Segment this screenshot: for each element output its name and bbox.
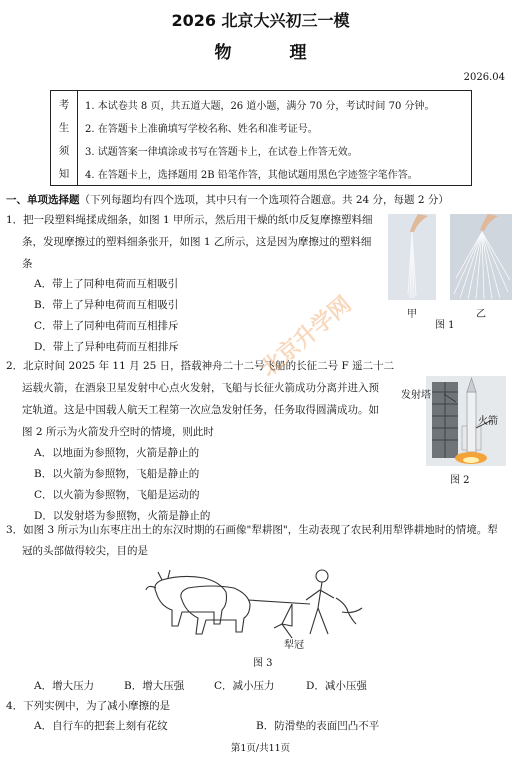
q2-line: 2．北京时间 2025 年 11 月 25 日，搭载神舟二十二号飞船的长征二号 F 遥二十二 [6, 360, 395, 372]
photo-yi [450, 214, 512, 300]
q2-line: 定轨道。这是中国载人航天工程第一次应急发射任务，任务取得圆满成功。如 [22, 404, 379, 416]
q3-line: 冠的头部做得较尖，目的是 [22, 545, 148, 557]
q2-option-c: C．以火箭为参照物，飞船是运动的 [34, 489, 200, 501]
figure-3-plowing-drawing [142, 564, 370, 646]
q2-line: 运载火箭，在酒泉卫星发射中心点火发射，飞船与长征火箭成功分离并进入预 [22, 382, 379, 394]
fig2-label-tower: 发射塔 [401, 390, 431, 401]
plow-icon [248, 600, 310, 628]
section-heading [6, 192, 449, 207]
fig1-caption: 图 1 [435, 320, 455, 331]
watermark: 北京升学网 [256, 292, 357, 382]
page-footer: 第1页/共11页 [230, 743, 291, 754]
q1-line: 条，发现摩擦过的塑料细条张开，如图 1 乙所示，这是因为摩擦过的塑料细 [22, 236, 372, 248]
q2-option-a: A．以地面为参照物，火箭是静止的 [34, 447, 200, 459]
fig2-label-rocket: 火箭 [478, 416, 498, 427]
fig2-caption: 图 2 [450, 475, 470, 486]
q3-line: 3．如图 3 所示为山东枣庄出土的东汉时期的石画像"犁耕图"，生动表现了农民利用犁铧耕地时的情境。犁 [6, 524, 498, 536]
q4-line: 4．下列实例中，为了减小摩擦的是 [6, 700, 171, 712]
notice-item: 3. 试题答案一律填涂或书写在答题卡上，在试卷上作答无效。 [85, 147, 358, 158]
exam-title: 2026 北京大兴初三一模 [171, 11, 350, 30]
figure-1-photos [388, 214, 512, 300]
notice-label-char: 生 [58, 122, 70, 134]
ox-back-icon [181, 586, 250, 634]
launch-tower-icon [432, 382, 458, 458]
ox-front-icon [146, 570, 227, 626]
q2-line: 图 2 所示为火箭发升空时的情境，则此时 [22, 426, 214, 438]
notice-label-char: 须 [58, 145, 70, 157]
notice-item: 2. 在答题卡上准确填写学校名称、姓名和准考证号。 [85, 124, 318, 135]
fig3-caption: 图 3 [253, 658, 273, 669]
q1-option-c: C．带上了同种电荷而互相排斥 [34, 320, 179, 332]
section-title: 一、单项选择题 [6, 194, 80, 206]
notice-label-char: 知 [58, 168, 70, 180]
exam-date: 2026.04 [463, 72, 505, 83]
section-description: （下列每题均有四个选项，其中只有一个选项符合题意。共 24 分，每题 2 分） [79, 194, 449, 206]
q4-option-a: A．自行车的把套上刻有花纹 [34, 720, 168, 732]
q1-line: 1．把一段塑料绳揉成细条，如图 1 甲所示，然后用干燥的纸巾反复摩擦塑料细 [6, 214, 373, 226]
q1-option-d: D．带上了异种电荷而互相排斥 [34, 341, 179, 353]
q1-option-a: A．带上了同种电荷而互相吸引 [34, 278, 179, 290]
q2-option-d: D．以发射塔为参照物，火箭是静止的 [34, 510, 211, 522]
q3-option-a: A．增大压力 [34, 680, 95, 692]
q1-line: 条 [22, 258, 33, 270]
q3-option-b: B．增大压强 [124, 680, 185, 692]
q2-option-b: B．以火箭为参照物，飞船是静止的 [34, 468, 200, 480]
farmer-icon [306, 570, 362, 634]
q3-option-d: D．减小压强 [306, 680, 367, 692]
notice-item: 4. 在答题卡上，选择题用 2B 铅笔作答，其他试题用黑色字迹签字笔作答。 [85, 170, 418, 181]
notice-label [51, 91, 78, 185]
subject-title: 物 理 [214, 43, 333, 63]
flame-core-icon [463, 457, 479, 463]
q4-option-b: B．防滑垫的表面凹凸不平 [256, 720, 380, 732]
exam-notice-box [50, 90, 472, 186]
q3-option-c: C．减小压力 [214, 680, 275, 692]
fig1-label-yi: 乙 [476, 309, 486, 320]
q1-option-b: B．带上了异种电荷而互相吸引 [34, 299, 179, 311]
notice-item: 1. 本试卷共 8 页，共五道大题，26 道小题，满分 70 分，考试时间 70 分钟。 [85, 101, 435, 112]
fig1-label-jia: 甲 [407, 309, 417, 320]
fig3-label-plow: 犁冠 [284, 640, 304, 651]
notice-label-char: 考 [58, 99, 70, 111]
